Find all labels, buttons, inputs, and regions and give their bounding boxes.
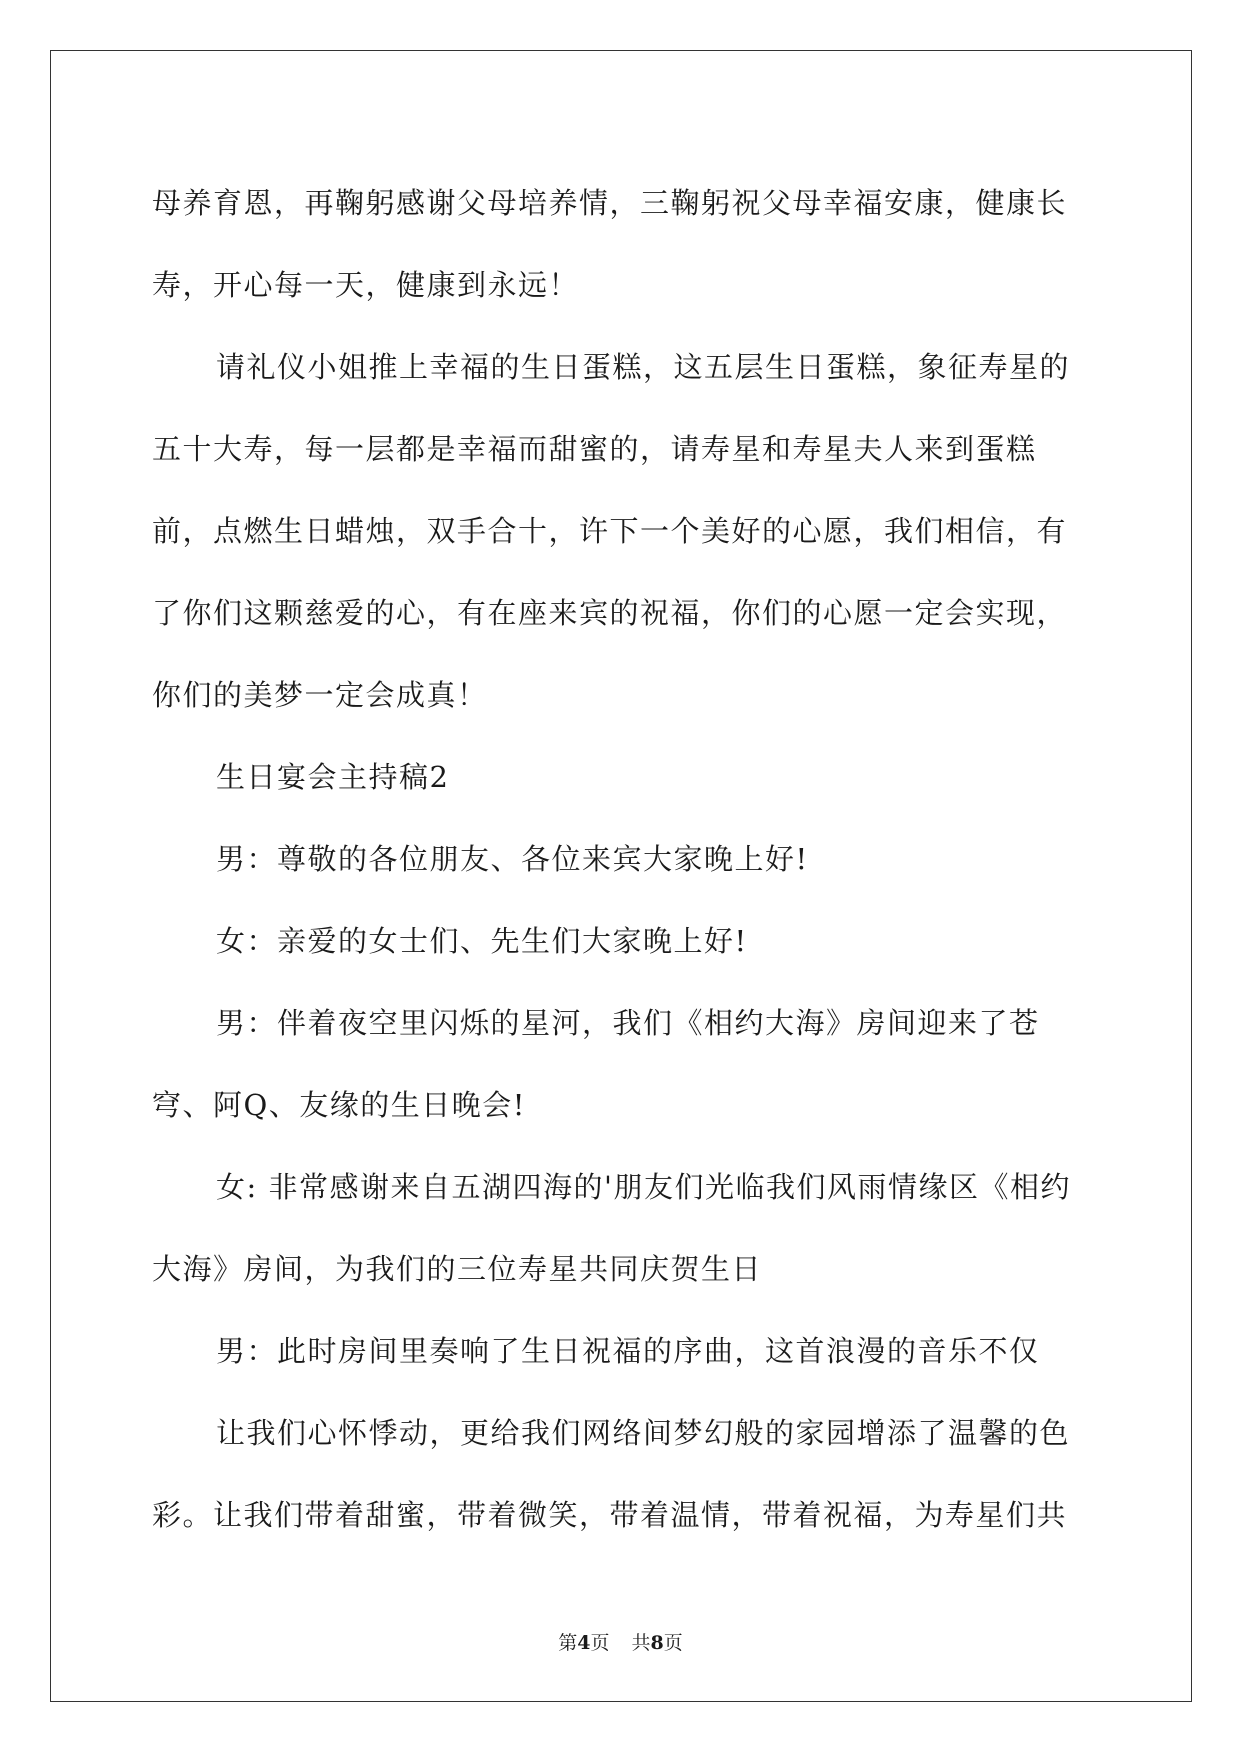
footer-prefix: 第 [558, 1632, 578, 1654]
page-footer [0, 1628, 1241, 1655]
paragraph-6: 女: 非常感谢来自五湖四海的'朋友们光临我们风雨情缘区《相约大海》房间，为我们的三位寿星共同庆贺生日 [152, 1170, 1071, 1286]
footer-total-pages: 8 [650, 1632, 664, 1654]
paragraph-7: 男：此时房间里奏响了生日祝福的序曲，这首浪漫的音乐不仅 [216, 1334, 1040, 1368]
document-body [152, 162, 1092, 1556]
footer-page-word: 页 [590, 1632, 610, 1654]
footer-current-page: 4 [577, 1632, 591, 1654]
footer-total-prefix: 共 [631, 1632, 651, 1654]
paragraph-1: 母养育恩，再鞠躬感谢父母培养情，三鞠躬祝父母幸福安康，健康长寿，开心每一天，健康到永远！ [152, 186, 1068, 302]
paragraph-8: 让我们心怀悸动，更给我们网络间梦幻般的家园增添了温馨的色彩。让我们带着甜蜜，带着微笑，带着温情，带着祝福，为寿星们共 [152, 1416, 1071, 1532]
paragraph-2: 请礼仪小姐推上幸福的生日蛋糕，这五层生日蛋糕，象征寿星的五十大寿，每一层都是幸福而甜蜜的，请寿星和寿星夫人来到蛋糕前，点燃生日蜡烛，双手合十，许下一个美好的心愿，我们相信，有了你们这颗慈爱的心，有在座来宾的祝福，你们的心愿一定会实现，你们的美梦一定会成真！ [152, 350, 1071, 712]
paragraph-3: 男：尊敬的各位朋友、各位来宾大家晚上好! [216, 842, 809, 876]
paragraph-4: 女：亲爱的女士们、先生们大家晚上好! [216, 924, 748, 958]
paragraph-5: 男：伴着夜空里闪烁的星河，我们《相约大海》房间迎来了苍穹、阿Q、友缘的生日晚会! [152, 1006, 1040, 1122]
section-heading: 生日宴会主持稿2 [216, 760, 450, 794]
footer-total-word: 页 [663, 1632, 683, 1654]
